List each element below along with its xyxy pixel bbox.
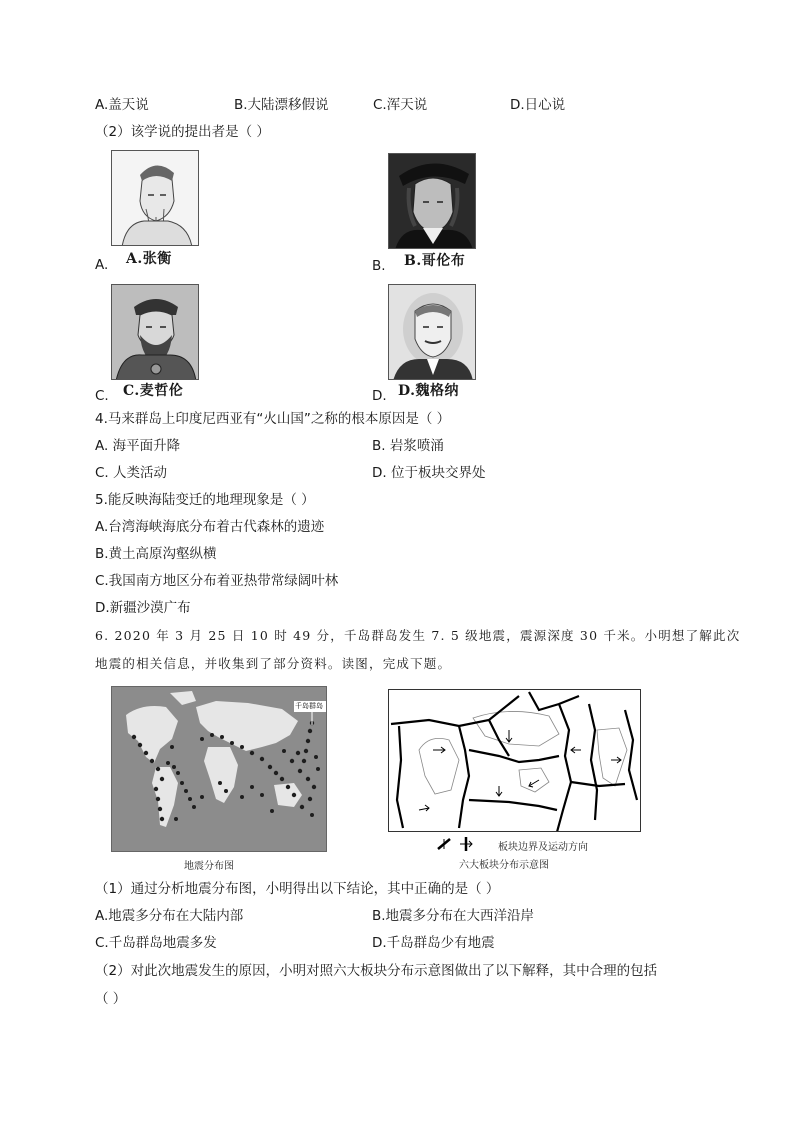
q3-2-stem: （2）该学说的提出者是（ ）: [95, 124, 270, 140]
earthquake-map-caption: 地震分布图: [184, 861, 234, 872]
plate-boundary-legend-icon: [436, 835, 486, 853]
q3-portrait-a-letter: A.: [95, 257, 109, 273]
kuril-islands-label: 千岛群岛: [295, 702, 323, 710]
q6-1-stem: （1）通过分析地震分布图，小明得出以下结论，其中正确的是（ ）: [95, 881, 500, 897]
q6-stem-line2: 地震的相关信息，并收集到了部分资料。读图，完成下题。: [95, 656, 452, 671]
q4-option-b: B. 岩浆喷涌: [372, 438, 444, 454]
q4-option-c: C. 人类活动: [95, 465, 168, 481]
q4-stem: 4.马来群岛上印度尼西亚有“火山国”之称的根本原因是（ ）: [95, 411, 451, 427]
portrait-a-caption: A.张衡: [126, 251, 172, 267]
portrait-b-caption: B.哥伦布: [404, 253, 466, 269]
portrait-columbus: [388, 153, 476, 249]
portrait-zhang-heng: [111, 150, 199, 246]
q6-1-option-b: B.地震多分布在大西洋沿岸: [372, 908, 535, 924]
plate-legend-label: 板块边界及运动方向: [498, 842, 588, 853]
q5-option-b: B.黄土高原沟壑纵横: [95, 546, 217, 562]
q3-portrait-d-letter: D.: [372, 388, 387, 404]
q3-option-a: A.盖天说: [95, 97, 149, 113]
q4-option-a: A. 海平面升降: [95, 438, 181, 454]
six-plates-map-caption: 六大板块分布示意图: [459, 860, 549, 871]
earthquake-distribution-map: [111, 686, 327, 852]
portrait-magellan: [111, 284, 199, 380]
q6-1-option-d: D.千岛群岛少有地震: [372, 935, 495, 951]
portrait-d-caption: D.魏格纳: [398, 383, 460, 399]
q3-option-d: D.日心说: [510, 97, 566, 113]
q6-1-option-c: C.千岛群岛地震多发: [95, 935, 217, 951]
portrait-c-caption: C.麦哲伦: [123, 383, 184, 399]
q6-stem-line1: 6. 2020 年 3 月 25 日 10 时 49 分，千岛群岛发生 7. 5 级地震，震源深度 30 千米。小明想了解此次: [95, 628, 741, 643]
q6-2-stem-line1: （2）对此次地震发生的原因，小明对照六大板块分布示意图做出了以下解释，其中合理的包括: [95, 963, 658, 979]
q6-2-stem-line2: （ ）: [95, 991, 127, 1007]
q3-option-b: B.大陆漂移假说: [234, 97, 329, 113]
q3-option-c: C.浑天说: [373, 97, 428, 113]
q5-stem: 5.能反映海陆变迁的地理现象是（ ）: [95, 492, 315, 508]
portrait-wegener: [388, 284, 476, 380]
q5-option-d: D.新疆沙漠广布: [95, 600, 191, 616]
q5-option-a: A.台湾海峡海底分布着古代森林的遗迹: [95, 519, 325, 535]
q3-portrait-b-letter: B.: [372, 258, 386, 274]
q3-portrait-c-letter: C.: [95, 388, 109, 404]
q4-option-d: D. 位于板块交界处: [372, 465, 486, 481]
q5-option-c: C.我国南方地区分布着亚热带常绿阔叶林: [95, 573, 339, 589]
q6-1-option-a: A.地震多分布在大陆内部: [95, 908, 244, 924]
six-plates-map: [388, 689, 641, 832]
